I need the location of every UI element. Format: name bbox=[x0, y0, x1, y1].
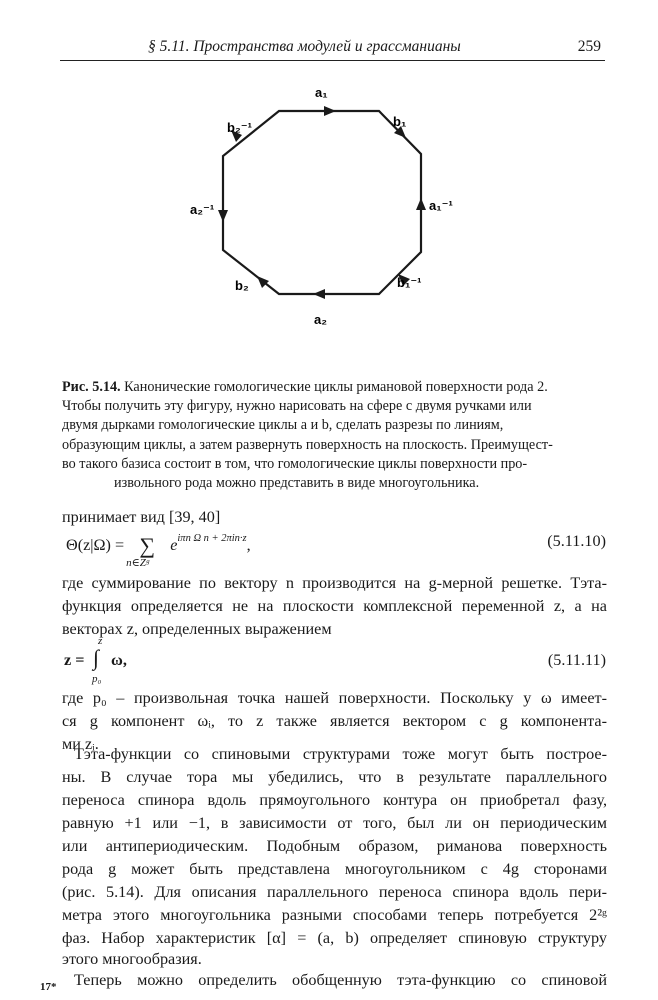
para3-line: рода g может быть представлена многоугольником с 4g сторонами bbox=[62, 860, 607, 878]
para3-line: ны. В случае тора мы убедились, что в результате параллельного bbox=[62, 768, 607, 786]
para3-line: метра этого многоугольника разными способами теперь потребуется 2²ᵍ bbox=[62, 906, 607, 924]
caption-line: двумя дырками гомологические циклы a и b, сделать разрезы по линиям, bbox=[62, 417, 504, 434]
equation-number-5-11-11: (5.11.11) bbox=[547, 651, 606, 669]
label-a1: a₁ bbox=[315, 85, 328, 100]
para3-line: Тэта-функции со спиновыми структурами тоже могут быть построе- bbox=[74, 745, 607, 763]
caption-line: Чтобы получить эту фигуру, нужно нарисовать на сфере с двумя ручками или bbox=[62, 398, 532, 415]
integrand: ω, bbox=[111, 651, 127, 669]
arrow-a1-inv bbox=[416, 198, 426, 210]
label-b1-inv: b₁⁻¹ bbox=[397, 275, 422, 290]
caption-line: во такого базиса состоит в том, что гомологические циклы поверхности про- bbox=[62, 455, 528, 472]
caption-line: образующим циклы, а затем развернуть поверхность на плоскость. Преимущест- bbox=[62, 436, 553, 453]
para1-line: функция определяется не на плоскости комплексной переменной z, а на bbox=[62, 597, 607, 615]
arrow-a2-inv bbox=[218, 210, 228, 222]
header-title: § 5.11. Пространства модулей и грассманианы bbox=[148, 38, 461, 55]
label-b2: b₂ bbox=[235, 278, 249, 293]
para3-line: или антипериодическим. Подобным образом, риманова поверхность bbox=[62, 837, 607, 855]
arrow-b2 bbox=[257, 276, 269, 288]
octagon-figure bbox=[185, 80, 455, 342]
label-a1-inv: a₁⁻¹ bbox=[429, 198, 453, 213]
arrow-a1 bbox=[324, 106, 336, 116]
label-b1: b₁ bbox=[393, 114, 407, 129]
octagon-outline bbox=[223, 111, 421, 294]
eq1-lhs: Θ(z|Ω) = bbox=[66, 536, 125, 554]
signature-mark: 17* bbox=[40, 981, 57, 993]
integral-upper: z bbox=[98, 635, 103, 647]
para3-line: фаз. Набор характеристик [α] = (a, b) определяет спиновую структуру bbox=[62, 929, 607, 947]
body-intro: принимает вид [39, 40] bbox=[62, 508, 221, 526]
eq2-lhs: z = bbox=[64, 651, 85, 669]
integral-symbol: ∫ bbox=[93, 645, 100, 670]
sum-subscript: n∈Zᵍ bbox=[126, 557, 150, 569]
equation-5-11-11 bbox=[64, 637, 184, 685]
sum-symbol: ∑ bbox=[139, 533, 155, 558]
arrow-a2 bbox=[313, 289, 325, 299]
caption-line bbox=[62, 378, 607, 397]
figure-caption bbox=[62, 378, 607, 493]
equation-5-11-10 bbox=[66, 530, 251, 569]
label-a2: a₂ bbox=[314, 312, 328, 327]
octagon-diagram bbox=[185, 80, 455, 342]
para1-line: векторах z, определенных выражением bbox=[62, 620, 332, 638]
label-a2-inv: a₂⁻¹ bbox=[190, 202, 215, 217]
para2-line: ми zᵢ. bbox=[62, 735, 99, 753]
caption-label: Рис. 5.14. bbox=[62, 379, 121, 395]
label-b2-inv: b₂⁻¹ bbox=[227, 120, 252, 135]
para1-line: где суммирование по вектору n производится на g-мерной решетке. Тэта- bbox=[62, 574, 607, 592]
para3-line: равную +1 или −1, в зависимости от того, был ли он периодическим bbox=[62, 814, 607, 832]
page-number: 259 bbox=[577, 38, 601, 55]
caption-text: Канонические гомологические циклы римановой поверхности рода 2. bbox=[124, 379, 548, 395]
para2-line: ся g компонент ωᵢ, то z также является вектором с g компонента- bbox=[62, 712, 607, 730]
para3-line: этого многообразия. bbox=[62, 950, 202, 968]
exp-base: e bbox=[170, 536, 178, 554]
eq1-tail: , bbox=[246, 536, 251, 554]
para2-line: где p₀ – произвольная точка нашей поверхности. Поскольку у ω имеет- bbox=[62, 689, 607, 707]
para4-line: Теперь можно определить обобщенную тэта-функцию со спиновой bbox=[74, 971, 607, 989]
para3-line: переноса спинора вдоль прямоугольного контура он приобретал фазу, bbox=[62, 791, 607, 809]
caption-line: извольного рода можно представить в виде многоугольника. bbox=[114, 475, 480, 492]
running-header bbox=[60, 38, 605, 61]
para3-line: (рис. 5.14). Для описания параллельного переноса спинора вдоль пери- bbox=[62, 883, 607, 901]
integral-lower: p₀ bbox=[92, 673, 102, 685]
equation-number-5-11-10: (5.11.10) bbox=[547, 532, 606, 550]
exponent: iπn Ω n + 2πin·z bbox=[177, 532, 247, 544]
